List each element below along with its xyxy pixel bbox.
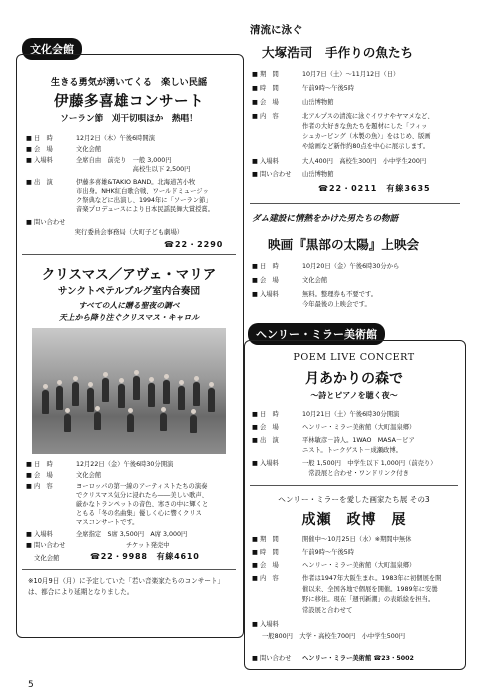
right-event3-eyebrow: POEM LIVE CONCERT — [293, 352, 415, 363]
event2-row-inquiry: ■ 問い合わせ チケット発売中 — [26, 541, 170, 550]
event2-row-date: ■ 日 時 12月22日（金）午後6時30分開演 — [26, 460, 173, 469]
event1-tagline: 生きる勇気が湧いてくる 楽しい民謡 — [50, 77, 208, 88]
event2-row-fee: ■ 入場料 全席指定 S席 3,500円 A席 3,000円 — [26, 530, 187, 539]
note-divider — [22, 569, 236, 570]
right-event1-row-venue: ■ 会 場 山岳博物館 — [252, 98, 333, 107]
right-event1-kicker: 清流に泳ぐ — [250, 24, 303, 36]
right-event4-row-period: ■ 期 間 開催中～10月25日（水）※期間中無休 — [252, 535, 411, 544]
event2-row-venue: ■ 会 場 文化会館 — [26, 471, 101, 480]
right-event1-title: 大塚浩司 手作りの魚たち — [262, 45, 414, 60]
event1-title: 伊藤多喜雄コンサート — [54, 94, 204, 110]
event2-title: クリスマス／アヴェ・マリア — [41, 267, 217, 283]
event1-row-inquiry: ■ 問い合わせ — [26, 218, 76, 227]
right-event1-row-period: ■ 期 間 10月7日（土）～11月12日（日） — [252, 70, 399, 79]
event-divider — [22, 254, 236, 255]
right-event4-row-hours: ■ 時 間 午前9時～午後5時 — [252, 548, 354, 557]
right-event3-row-performer: ■ 出 演 平林敏彦－詩人。1WAO MASA－ピア ニスト。トークゲスト－成瀬政博。 — [252, 436, 415, 456]
postponement-note: ※10月9日（月）に予定していた「若い音楽家たちのコンサート」は、都合により延期となりました。 — [28, 577, 225, 596]
right-event4-row-content: ■ 内 容 作者は1947年大阪生まれ。1983年に初個展を開 催以来、全国各地で個展を開催。1989年に安曇 野に移住。現在「週刊新潮」の表紙絵を担当。 常設展と合わせて — [252, 574, 441, 616]
right-event1-phone: ☎22・0211 有線3635 — [318, 184, 431, 193]
ensemble-photo — [32, 328, 226, 454]
event1-row-venue: ■ 会 場 文化会館 — [26, 145, 101, 154]
right-event1-row-content: ■ 内 容 北アルプスの清流に泳ぐイワナやヤマメなど、 作者の大好きな魚たちを題材にした「フィッ シュカービング（木製の魚）」をはじめ、版画 や絵画など新作約80点を中心に展示します。 — [252, 112, 434, 152]
event2-phone: ☎22・9988 有線4610 — [90, 552, 200, 561]
right-event2-kicker: ダム建設に情熱をかけた男たちの物語 — [252, 214, 399, 224]
event2-row-content: ■ 内 容 ヨーロッパの第一線のアーティストたちの演奏 でクリスマス気分に浸れたら――美しい歌声、 厳かなトランペットの音色、寒さの中に輝くと ともる「冬の名曲集」優しく心に響くクリス マスコンサートです。 — [26, 482, 208, 527]
right-event1-row-inquiry: ■ 問い合わせ 山岳博物館 — [252, 170, 333, 179]
right-event2-row-fee: ■ 入場料 無料。整理券も不要です。 今年最後の上映会です。 — [252, 290, 377, 310]
right-event4-row-inquiry: ■ 問い合わせ ヘンリー・ミラー美術館 ☎23・5002 — [252, 654, 414, 663]
right-event3-title: 月あかりの森で — [305, 371, 403, 387]
event1-row-performer: ■ 出 演 伊藤多喜雄&TAKIO BAND。北海道苫小牧 市出身。NHK紅白歌合戦、ワールドミュージッ ク祭典などに出演し、1994年に「ソーラン節」 音楽プロデュースにより日本民謡民舞大賞授賞。 — [26, 178, 214, 214]
right-divider-1 — [250, 203, 460, 204]
event2-tagline-2: 天上から降り注ぐクリスマス・キャロル — [58, 313, 200, 322]
page-number: 5 — [28, 680, 34, 690]
right-event4-row-fee: ■ 入場料 一般800円 大学・高校生700円 小中学生500円 — [252, 619, 405, 643]
event1-organizer: 実行委員会事務局（大町子ども劇場） — [74, 228, 184, 236]
right-event4-title: 成瀬 政博 展 — [301, 512, 407, 528]
right-divider-2 — [250, 485, 458, 486]
event1-subtitle: ソーラン節 刈干切唄ほか 熱唱！ — [60, 114, 198, 124]
right-event2-row-date: ■ 日 時 10月20日（金）午後6時30分から — [252, 262, 399, 271]
right-event2-row-venue: ■ 会 場 文化会館 — [252, 276, 327, 285]
right-event1-row-hours: ■ 時 間 午前9時～午後5時 — [252, 84, 354, 93]
event2-subtitle: サンクトペテルブルグ室内合奏団 — [57, 286, 201, 297]
section-tag-bunka-kaikan: 文化会館 — [22, 38, 82, 60]
right-event3-row-venue: ■ 会 場 ヘンリー・ミラー美術館（大町温泉郷） — [252, 423, 415, 432]
right-event4-row-venue: ■ 会 場 ヘンリー・ミラー美術館（大町温泉郷） — [252, 561, 415, 570]
section-tag-henry-miller: ヘンリー・ミラー美術館 — [248, 323, 385, 345]
event1-row-fee: ■ 入場料 全席自由 前売り 一般 3,000円 高校生以下 2,500円 — [26, 156, 190, 174]
right-event3-row-fee: ■ 入場料 一般 1,500円 中学生以下 1,000円（前売り） 常設展と合わせ・ワンドリンク付き — [252, 459, 437, 479]
right-event2-title: 映画『黒部の太陽』上映会 — [268, 237, 420, 252]
event1-row-date: ■ 日 時 12月2日（木）午後6時開演 — [26, 134, 155, 143]
right-event1-row-fee: ■ 入場料 大人400円 高校生300円 小中学生200円 — [252, 157, 426, 166]
event2-tagline-1: すべての人に贈る聖夜の調べ — [78, 301, 180, 310]
right-event4-kicker: ヘンリー・ミラーを愛した画家たち展 その3 — [278, 495, 430, 504]
right-event3-subtitle: ～詩とピアノを聴く夜～ — [310, 391, 398, 400]
event2-contact: 文化会館 — [34, 554, 60, 562]
event1-phone: ☎22・2290 — [164, 240, 224, 249]
right-event3-row-date: ■ 日 時 10月21日（土）午後6時30分開演 — [252, 410, 399, 419]
